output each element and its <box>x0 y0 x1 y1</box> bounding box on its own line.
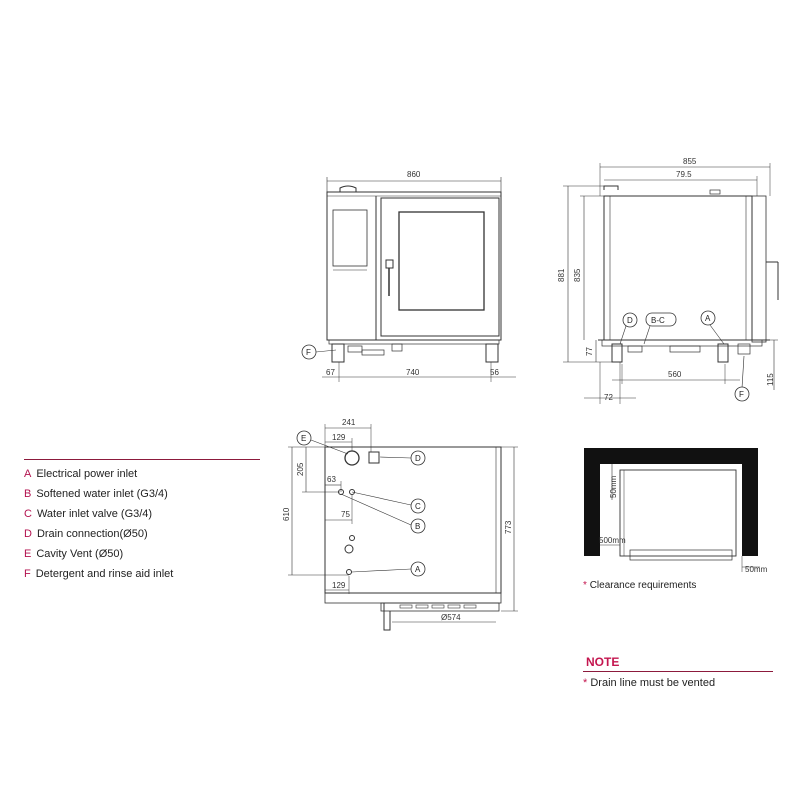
front-right-dimension: 56 <box>490 368 499 377</box>
legend-text: Detergent and rinse aid inlet <box>35 568 174 580</box>
note-star: * <box>583 677 588 689</box>
legend-item <box>24 504 260 524</box>
front-width-dimension: 860 <box>407 170 421 179</box>
side-right-height: 115 <box>766 373 775 386</box>
legend-item <box>24 564 260 584</box>
top-dim-129-bottom: 129 <box>332 581 346 590</box>
legend-text: Cavity Vent (Ø50) <box>36 548 124 560</box>
front-left-dimension: 67 <box>326 368 335 377</box>
top-dim-75: 75 <box>341 510 350 519</box>
front-callout-f: F <box>306 348 311 357</box>
note-title: NOTE <box>586 655 620 669</box>
legend-key: F <box>24 568 31 580</box>
top-dim-129-top: 129 <box>332 433 346 442</box>
front-view <box>302 177 516 382</box>
side-view <box>563 163 778 404</box>
clearance-diagram <box>584 448 760 572</box>
top-callout-b: B <box>415 522 421 531</box>
legend-item <box>24 464 260 484</box>
legend-key: C <box>24 508 32 520</box>
top-callout-e: E <box>301 434 307 443</box>
top-dim-773: 773 <box>504 520 513 534</box>
top-dim-610: 610 <box>282 507 291 521</box>
top-callout-d: D <box>415 454 421 463</box>
clearance-right: 50mm <box>745 565 768 574</box>
legend-key: D <box>24 528 32 540</box>
top-callout-c: C <box>415 502 421 511</box>
note-divider <box>583 671 773 672</box>
top-dim-63: 63 <box>327 475 336 484</box>
legend-text: Drain connection(Ø50) <box>36 528 148 540</box>
side-callout-a: A <box>705 314 711 323</box>
top-dim-574: Ø574 <box>441 613 461 622</box>
legend-item <box>24 484 260 504</box>
clearance-top: 50mm <box>609 475 618 498</box>
note-text-body: Drain line must be vented <box>590 677 716 689</box>
side-height-total: 881 <box>557 268 566 282</box>
legend-divider <box>24 459 260 460</box>
top-view <box>288 424 518 630</box>
side-callout-d: D <box>627 316 633 325</box>
legend <box>24 459 260 584</box>
front-middle-dimension: 740 <box>406 368 420 377</box>
legend-text: Water inlet valve (G3/4) <box>36 508 153 520</box>
side-depth-total: 855 <box>683 157 697 166</box>
side-depth-inner: 79.5 <box>676 170 692 179</box>
side-leg-span: 560 <box>668 370 682 379</box>
legend-item <box>24 544 260 564</box>
clearance-left: 500mm <box>599 536 626 545</box>
top-dim-241: 241 <box>342 418 356 427</box>
legend-text: Electrical power inlet <box>36 468 138 480</box>
top-dim-205: 205 <box>296 462 305 476</box>
side-leg-height: 77 <box>585 347 594 356</box>
legend-key: E <box>24 548 32 560</box>
legend-text: Softened water inlet (G3/4) <box>36 488 168 500</box>
legend-key: A <box>24 468 32 480</box>
note-text <box>583 677 715 689</box>
side-callout-bc: B-C <box>651 316 665 325</box>
clearance-caption <box>583 580 696 591</box>
side-height-body: 835 <box>573 268 582 282</box>
side-bottom-offset: 72 <box>604 393 613 402</box>
clearance-caption-text: Clearance requirements <box>589 580 697 591</box>
legend-key: B <box>24 488 32 500</box>
side-callout-f: F <box>739 390 744 399</box>
clearance-star: * <box>583 580 587 591</box>
top-callout-a: A <box>415 565 421 574</box>
legend-item <box>24 524 260 544</box>
